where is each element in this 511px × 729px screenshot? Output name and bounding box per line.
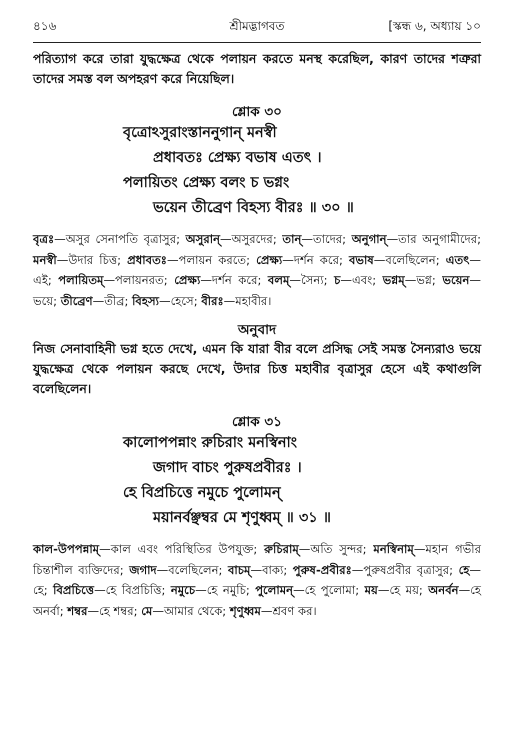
verse-line: ভয়েন তীব্রেণ বিহস্য বীরঃ ॥ ৩০ ॥	[153, 200, 354, 216]
gloss-word: শৃণুধ্বম	[229, 603, 261, 618]
gloss-word: তান্	[282, 232, 302, 246]
gloss-word: মনস্বিনাম্	[373, 542, 414, 556]
verse-line: কালোপপন্নাং রুচিরাং মনস্বিনাং	[123, 435, 297, 451]
chapter-reference: [স্কন্ধ ৬, অধ্যায় ১০	[388, 19, 481, 33]
gloss-meaning: —অসুরদের;	[220, 232, 283, 246]
gloss-word: ভয়েন	[442, 273, 470, 287]
gloss-word: বাচম্	[227, 562, 251, 577]
sloka-31-word-meanings	[33, 539, 481, 621]
book-title: শ্রীমদ্ভাগবত	[229, 19, 285, 33]
verse-line: ময়ানর্বঞ্ছম্বর মে শৃণুধ্বম্ ॥ ৩১ ॥	[153, 510, 331, 526]
gloss-word: প্রধাবতঃ	[127, 252, 167, 267]
gloss-meaning: —হে বিপ্রচিত্তি;	[94, 583, 171, 597]
verse-line: পলায়িতং প্রেক্ষ্য বলং চ ভগ্নং	[123, 175, 290, 191]
gloss-word: বিহস্য	[132, 293, 159, 308]
translation-label: অনুবাদ	[237, 322, 277, 338]
gloss-meaning: —কাল এবং পরিস্থিতির উপযুক্ত;	[99, 542, 265, 556]
gloss-word: অনুগান্	[351, 232, 387, 246]
gloss-meaning: —হে;	[33, 562, 481, 597]
sloka-30-label: শ্লোক ৩০	[232, 104, 282, 120]
gloss-word: মনস্বী	[33, 252, 57, 267]
gloss-word: নমুচে	[170, 583, 196, 597]
sloka-31-label: শ্লোক ৩১	[232, 414, 282, 430]
continued-purport-paragraph: পরিত্যাগ করে তারা যুদ্ধক্ষেত্র থেকে পলায়ন করতে মনস্থ করেছিল, কারণ তাদের শত্রুরা তাদের সমস্ত বল অপহরণ করে নিয়েছিল।	[33, 51, 481, 86]
translation-paragraph: নিজ সেনাবাহিনী ভগ্ন হতে দেখে, এমন কি যারা বীর বলে প্রসিদ্ধ সেই সমস্ত সৈন্যরাও ভয়ে যুদ্ধক্ষেত্র থেকে পলায়ন করছে দেখে, উদার চিত্ত মহাবীর বৃত্রাসুর হেসে এই কথাগুলি বলেছিলেন।	[33, 341, 481, 396]
gloss-meaning: —ভয়ে;	[33, 273, 481, 308]
gloss-word: তীব্রেণ	[60, 293, 93, 308]
gloss-meaning: —দর্শন করে;	[200, 273, 268, 287]
gloss-meaning: —আমার থেকে;	[152, 603, 230, 618]
sloka-30-verse	[33, 121, 481, 221]
gloss-word: পুলোমন্	[255, 583, 294, 597]
gloss-word: চ	[334, 273, 341, 287]
gloss-word: পুরুষ-প্রবীরঃ	[292, 562, 352, 577]
gloss-meaning: —অসুর সেনাপতি বৃত্রাসুর;	[54, 232, 186, 246]
verse-line: জগাদ বাচং পুরুষপ্রবীরঃ ।	[153, 460, 302, 476]
gloss-word: বলম্	[267, 273, 290, 287]
gloss-word: ভগ্নম্	[382, 273, 405, 287]
gloss-word: এতৎ	[445, 252, 470, 267]
gloss-word: কাল-উপপন্নাম্	[33, 542, 100, 556]
gloss-word: জগাদ	[129, 562, 157, 577]
verse-line: বৃত্রোঽসুরাংস্তাননুগান্ মনস্বী	[123, 125, 277, 141]
gloss-meaning: —তাদের;	[301, 232, 352, 246]
gloss-meaning: —অতি সুন্দর;	[298, 542, 374, 556]
sloka-30-word-meanings	[33, 229, 481, 311]
gloss-meaning: —বাক্য;	[250, 562, 293, 577]
gloss-word: রুচিরাম্	[264, 542, 299, 556]
gloss-meaning: —উদার চিত্ত;	[56, 252, 128, 267]
gloss-meaning: —পলায়ন করতে;	[166, 252, 257, 267]
gloss-meaning: —তার অনুগামীদের;	[386, 232, 481, 246]
verse-line: হে বিপ্রচিত্তে নমুচে পুলোমন্	[123, 485, 281, 501]
gloss-word: বৃত্রঃ	[33, 232, 55, 246]
gloss-meaning: —তীব্র;	[92, 293, 133, 308]
gloss-word: বিপ্রচিত্তে	[53, 583, 95, 597]
gloss-meaning: —হে অনর্বা;	[33, 583, 481, 618]
gloss-word: শম্বর	[67, 603, 88, 618]
gloss-word: মে	[141, 603, 153, 618]
gloss-meaning: —মহান গভীর চিন্তাশীল ব্যক্তিদের;	[33, 542, 482, 577]
gloss-meaning: —বলেছিলেন;	[373, 252, 446, 267]
gloss-word: ময়	[364, 583, 378, 597]
page-number: ৪১৬	[33, 19, 57, 33]
gloss-meaning: —হে পুলোমা;	[293, 583, 365, 597]
gloss-meaning: —শ্রবণ কর।	[260, 603, 317, 618]
gloss-meaning: —মহাবীর।	[223, 293, 272, 308]
verse-line: প্রধাবতঃ প্রেক্ষ্য বভাষ এতৎ ।	[153, 150, 322, 166]
gloss-word: বীরঃ	[201, 293, 224, 308]
gloss-meaning: —দর্শন করে;	[282, 252, 349, 267]
gloss-meaning: —এবং;	[340, 273, 383, 287]
gloss-word: পলায়িতম্	[58, 273, 104, 287]
gloss-meaning: —ভগ্ন;	[404, 273, 443, 287]
gloss-word: অসুরান্	[185, 232, 221, 246]
gloss-word: হে	[458, 562, 470, 577]
gloss-word: প্রেক্ষ্য	[256, 252, 283, 267]
gloss-word: প্রেক্ষ্য	[174, 273, 201, 287]
gloss-meaning: —হেসে;	[159, 293, 202, 308]
gloss-meaning: —হে নমুচি;	[195, 583, 256, 597]
gloss-meaning: —পলায়নরত;	[103, 273, 175, 287]
page-header	[33, 14, 481, 43]
gloss-meaning: —হে শম্বর;	[87, 603, 142, 618]
gloss-meaning: —পুরুষপ্রবীর বৃত্রাসুর;	[351, 562, 459, 577]
sloka-31-verse	[33, 431, 481, 531]
gloss-word: অনর্বন	[428, 583, 459, 597]
gloss-meaning: —হে ময়;	[377, 583, 429, 597]
gloss-meaning: —এই;	[33, 252, 481, 287]
gloss-meaning: —সৈন্য;	[289, 273, 335, 287]
gloss-meaning: —বলেছিলেন;	[156, 562, 228, 577]
gloss-word: বভাষ	[348, 252, 374, 267]
